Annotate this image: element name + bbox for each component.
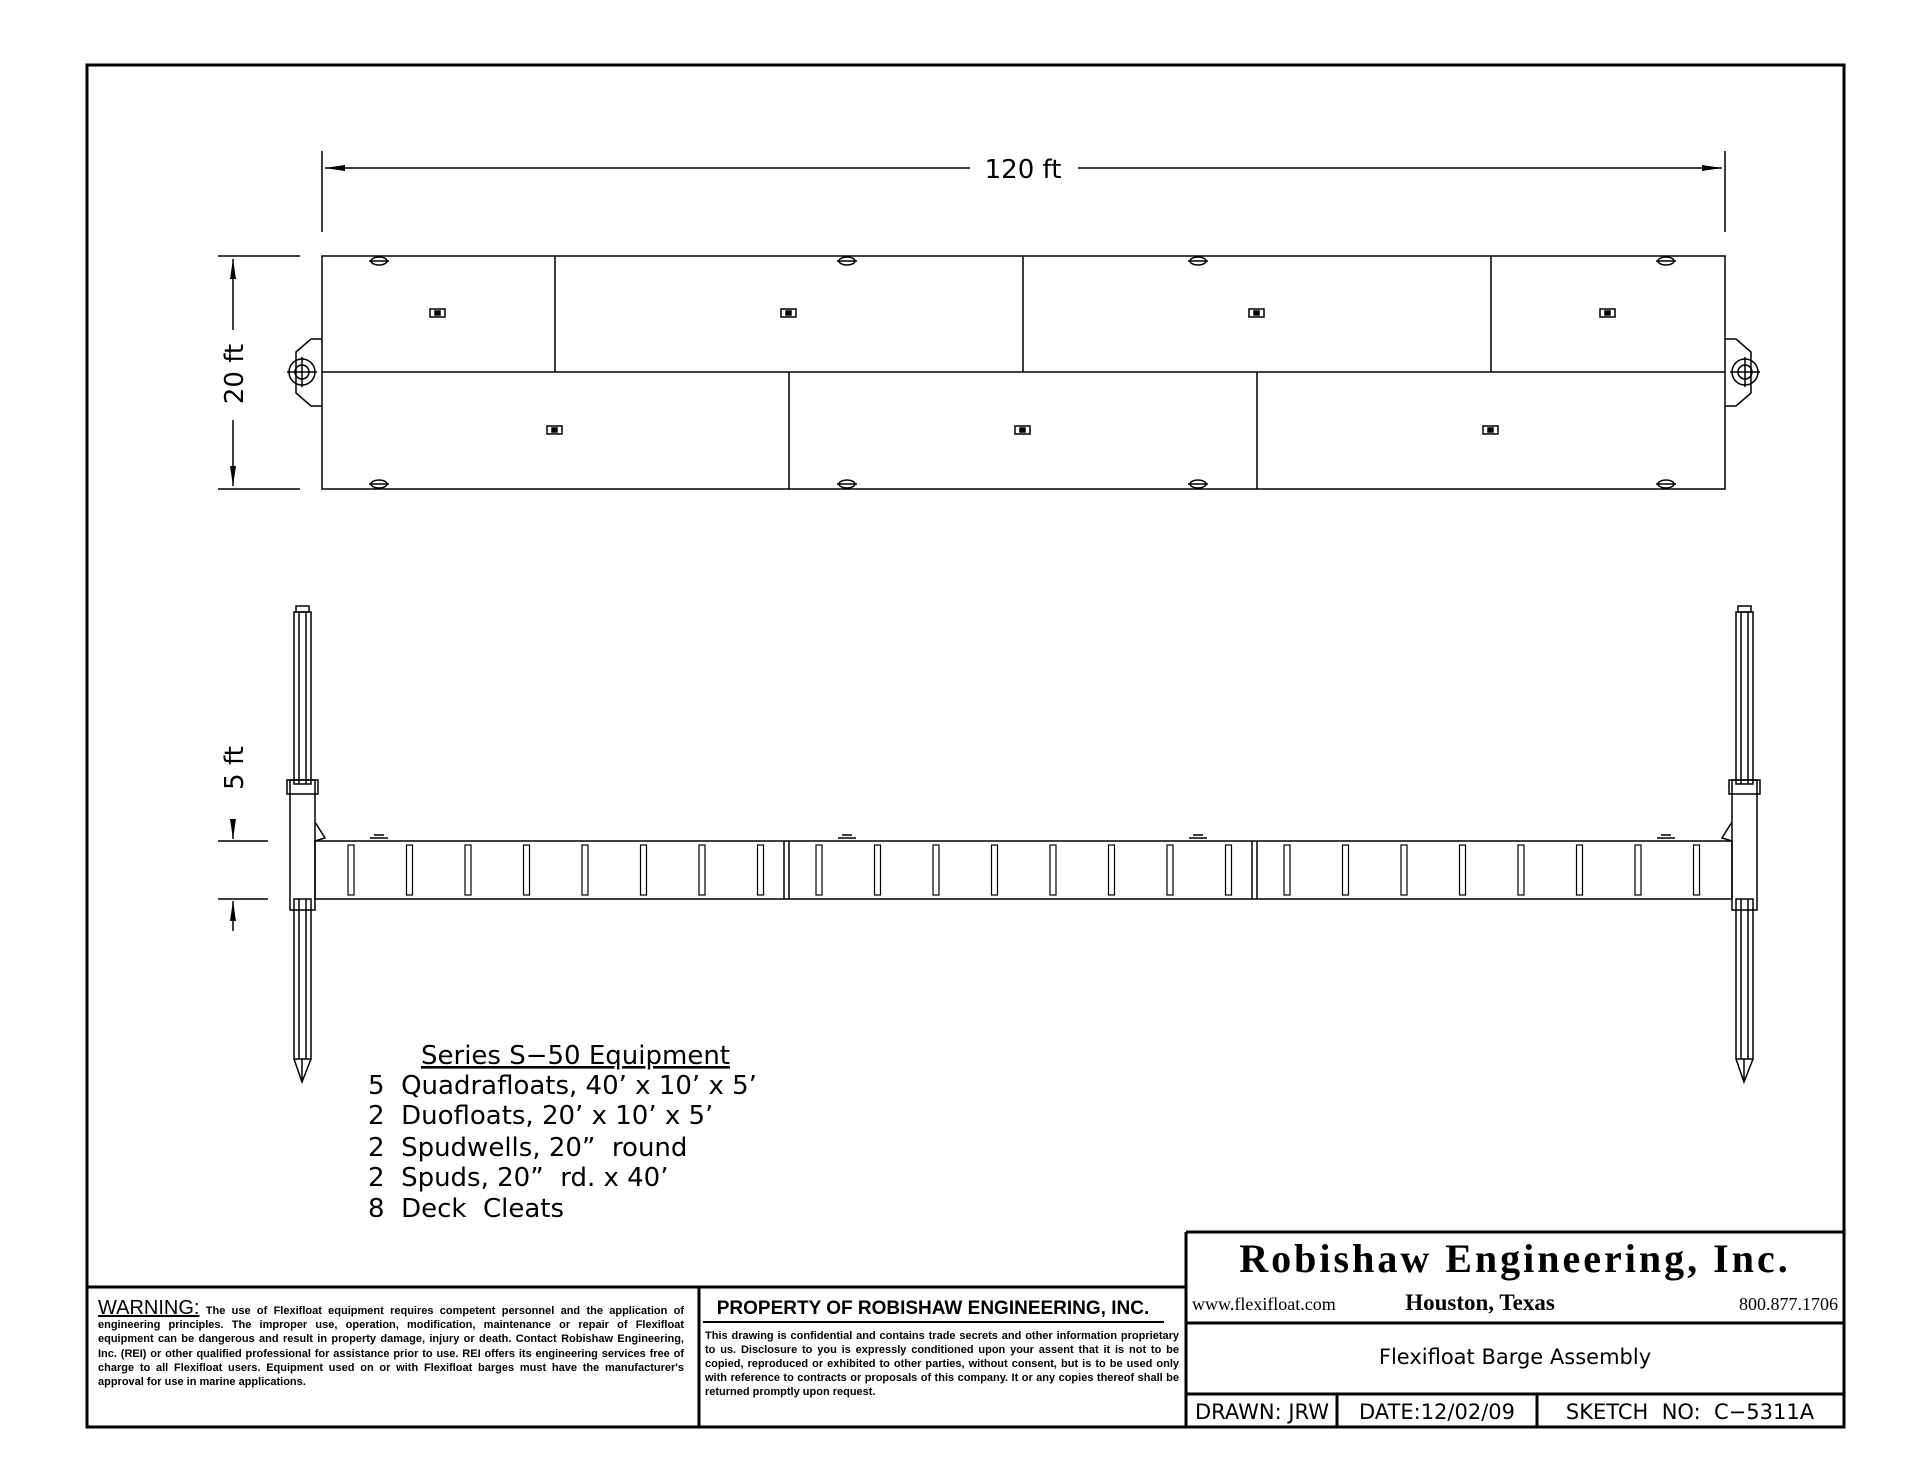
- equipment-list: [368, 1041, 757, 1224]
- property-text: This drawing is confidential and contains trade secrets and other information proprietary to us. Disclosure to you is expressly conditioned upon your assent that it is not to be copied, reproduced or exhibited to other parties, without consent, but is to be used only with reference to contracts or proposals of this company. It or any copies thereof shall be returned promptly upon request.: [705, 1330, 1179, 1398]
- float-outline: [322, 256, 1725, 489]
- barge-rib: [699, 845, 705, 895]
- barge-rib: [992, 845, 998, 895]
- barge-rib: [1284, 845, 1290, 895]
- spud-right: [1722, 606, 1760, 1082]
- barge-rib: [816, 845, 822, 895]
- elevation-cleats: [370, 835, 1675, 838]
- equipment-item: 8 Deck Cleats: [368, 1194, 565, 1224]
- barge-body-elevation: [315, 841, 1732, 899]
- elevation-view: [218, 606, 1760, 1082]
- plan-view: [218, 151, 1760, 489]
- company-name: Robishaw Engineering, Inc.: [1239, 1236, 1791, 1281]
- warning-label: WARNING:: [98, 1298, 200, 1319]
- barge-rib: [1226, 845, 1232, 895]
- spudwell-right-plan: [1725, 339, 1760, 406]
- property-heading: PROPERTY OF ROBISHAW ENGINEERING, INC.: [716, 1298, 1150, 1319]
- sheet-border: [87, 65, 1844, 1427]
- sketch-number: SKETCH NO: C−5311A: [1565, 1400, 1815, 1424]
- barge-rib: [933, 845, 939, 895]
- barge-rib: [875, 845, 881, 895]
- barge-rib: [758, 845, 764, 895]
- barge-rib: [1694, 845, 1700, 895]
- spud-left: [287, 606, 325, 1082]
- warning-block: [98, 1298, 684, 1422]
- equipment-item: 2 Spudwells, 20” round: [368, 1133, 688, 1163]
- length-label: 120 ft: [984, 155, 1062, 185]
- barge-rib: [465, 845, 471, 895]
- barge-rib: [1050, 845, 1056, 895]
- website: www.flexifloat.com: [1192, 1294, 1336, 1314]
- barge-rib: [1577, 845, 1583, 895]
- barge-rib: [1343, 845, 1349, 895]
- width-label: 20 ft: [220, 343, 250, 405]
- location: Houston, Texas: [1405, 1290, 1555, 1315]
- phone: 800.877.1706: [1739, 1294, 1838, 1314]
- barge-rib: [407, 845, 413, 895]
- barge-rib: [1635, 845, 1641, 895]
- barge-ribs: [348, 845, 1700, 895]
- equipment-item: 2 Duofloats, 20’ x 10’ x 5’: [368, 1101, 714, 1131]
- barge-rib: [348, 845, 354, 895]
- barge-rib: [641, 845, 647, 895]
- depth-label: 5 ft: [220, 746, 250, 790]
- drawn-by: DRAWN: JRW: [1194, 1400, 1330, 1424]
- barge-rib: [1518, 845, 1524, 895]
- drawing-date: DATE:12/02/09: [1358, 1400, 1516, 1424]
- barge-rib: [1167, 845, 1173, 895]
- property-notice: [705, 1329, 1179, 1425]
- equipment-item: 5 Quadrafloats, 40’ x 10’ x 5’: [368, 1071, 757, 1101]
- spudwell-left-plan: [287, 339, 322, 406]
- equipment-item: 2 Spuds, 20” rd. x 40’: [368, 1163, 669, 1193]
- barge-rib: [1460, 845, 1466, 895]
- barge-rib: [524, 845, 530, 895]
- equipment-heading: Series S−50 Equipment: [421, 1041, 730, 1071]
- warning-text-container: [98, 1298, 684, 1389]
- depth-dimension: [218, 820, 268, 931]
- drawing-title: Flexifloat Barge Assembly: [1378, 1345, 1652, 1369]
- warning-text: The use of Flexifloat equipment requires competent personnel and the application of engineering principles. The improper use, operation, modification, maintenance or repair of Flexifloat equipment can be dangerous and result in property damage, injury or death. Contact Robishaw Engineering, Inc. (REI) or other qualified professional for assistance prior to use. REI offers its engineering services free of charge to all Flexifloat users. Equipment used on or with Flexifloat barges must have the manufacturer's approval for use in marine applications.: [98, 1305, 684, 1389]
- barge-rib: [1109, 845, 1115, 895]
- barge-rib: [582, 845, 588, 895]
- barge-rib: [1401, 845, 1407, 895]
